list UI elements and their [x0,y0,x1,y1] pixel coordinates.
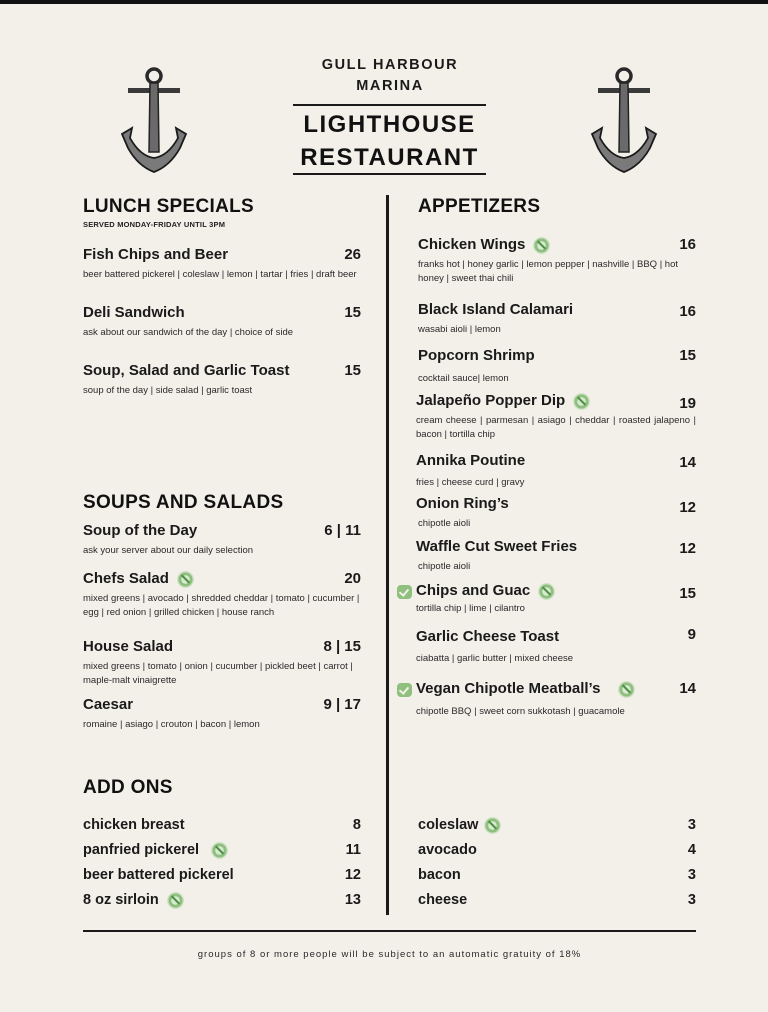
menu-item [83,245,361,282]
addon-item [418,815,696,835]
item-name: 8 oz sirloin [83,892,159,908]
item-price: 20 [344,570,361,587]
item-price: 9 | 17 [323,696,361,713]
item-name: Chefs Salad [83,570,169,587]
item-name: Annika Poutine [416,452,526,469]
item-name: avocado [418,842,477,858]
item-name: panfried pickerel [83,842,200,858]
item-name: beer battered pickerel [83,867,234,883]
item-name: Vegan Chipotle Meatball’s [416,680,601,697]
item-description: mixed greens | tomato | onion | cucumber | pickled beet | carrot | maple-malt vinaigrette [83,661,353,686]
item-price: 19 [679,395,696,412]
menu-item [83,569,361,619]
menu-item [83,695,361,732]
addon-item [83,890,361,910]
item-name: Jalapeño Popper Dip [416,392,566,409]
item-price: 6 | 11 [324,522,361,539]
item-description: franks hot | honey garlic | lemon pepper | nashville | BBQ | hot honey | sweet thai chili [418,259,679,284]
item-price: 4 [687,842,696,858]
venue-line-2: MARINA [356,78,424,94]
title-rule-bottom [293,173,486,175]
venue-line-1: GULL HARBOUR [321,57,459,73]
item-price: 15 [344,362,361,379]
gluten-free-icon [538,583,555,600]
item-description: ask your server about our daily selection [83,545,254,556]
item-name: coleslaw [418,817,479,833]
gratuity-note: groups of 8 or more people will be subject to an automatic gratuity of 18% [197,949,582,960]
menu-item [83,637,361,687]
item-description: wasabi aioli | lemon [418,324,501,335]
item-price: 12 [344,867,361,883]
title-rule-top [293,104,486,106]
column-divider [386,195,389,915]
item-price: 12 [679,540,696,557]
item-price: 9 [687,626,696,643]
gluten-free-icon [573,393,590,410]
item-price: 16 [679,303,696,320]
item-name: Black Island Calamari [418,301,574,318]
item-name: Fish Chips and Beer [83,246,229,263]
menu-item [83,303,361,340]
menu-item [416,391,696,441]
item-name: chicken breast [83,817,185,833]
item-price: 13 [344,892,361,908]
footer-divider [83,930,696,932]
item-description: ask about our sandwich of the day | choice of side [83,327,294,338]
item-price: 26 [344,246,361,263]
addon-item [83,865,361,885]
gluten-free-icon [177,571,194,588]
menu-item [416,581,696,616]
item-price: 15 [344,304,361,321]
item-price: 12 [679,499,696,516]
venue-name [300,55,480,97]
item-description: chipotle aioli [418,518,471,529]
item-price: 15 [679,585,696,602]
item-description: ciabatta | garlic butter | mixed cheese [416,653,574,664]
item-price: 3 [687,817,696,833]
item-name: Onion Ring’s [416,495,509,512]
item-price: 14 [679,454,696,471]
menu-item [416,627,696,666]
gluten-free-icon [618,681,635,698]
title-line-2: RESTAURANT [300,144,479,171]
item-name: Waffle Cut Sweet Fries [416,538,578,555]
addon-item [83,815,361,835]
item-price: 3 [687,867,696,883]
vegan-icon [397,683,412,697]
menu-item [416,679,696,719]
item-name: cheese [418,892,468,908]
section-title-soups-salads: SOUPS AND SALADS [83,492,284,513]
menu-item [83,521,361,558]
gluten-free-icon [211,842,228,859]
item-name: Chips and Guac [416,582,531,599]
anchor-icon [114,64,194,174]
gluten-free-icon [533,237,550,254]
item-name: Soup of the Day [83,522,198,539]
item-name: Soup, Salad and Garlic Toast [83,362,290,379]
addon-item [418,840,696,860]
item-price: 15 [679,347,696,364]
item-price: 16 [679,236,696,253]
addon-item [418,865,696,885]
menu-item [418,300,696,337]
item-name: Popcorn Shrimp [418,347,535,364]
item-name: Garlic Cheese Toast [416,628,560,645]
item-name: House Salad [83,638,174,655]
item-description: tortilla chip | lime | cilantro [416,603,525,614]
top-bar [0,0,768,4]
item-description: fries | cheese curd | gravy [416,477,525,488]
item-price: 8 | 15 [323,638,361,655]
gluten-free-icon [484,817,501,834]
menu-item [416,451,696,490]
item-name: bacon [418,867,461,883]
addon-item [83,840,361,860]
item-description: cocktail sauce| lemon [418,373,509,384]
item-name: Caesar [83,696,134,713]
item-description: mixed greens | avocado | shredded cheddar | tomato | cucumber | egg | red onion | grilled chicken | house ranch [83,593,360,618]
section-title-lunch-specials: LUNCH SPECIALS [83,196,254,217]
menu-item [418,346,696,386]
menu-item [83,361,361,398]
addon-item [418,890,696,910]
item-price: 11 [345,842,361,858]
lunch-specials-note: SERVED MONDAY-FRIDAY UNTIL 3PM [83,220,226,229]
item-description: beer battered pickerel | coleslaw | lemon | tartar | fries | draft beer [83,269,357,280]
item-price: 3 [687,892,696,908]
restaurant-title [293,108,486,174]
menu-item [418,235,696,285]
item-description: chipotle BBQ | sweet corn sukkotash | guacamole [416,706,625,717]
item-name: Deli Sandwich [83,304,185,321]
menu-item [416,494,696,531]
item-description: romaine | asiago | crouton | bacon | lemon [83,719,260,730]
item-description: cream cheese | parmesan | asiago | cheddar | roasted jalapeno | bacon | tortilla chip [416,415,696,440]
item-name: Chicken Wings [418,236,526,253]
vegan-icon [397,585,412,599]
item-description: soup of the day | side salad | garlic toast [83,385,253,396]
gluten-free-icon [167,892,184,909]
title-line-1: LIGHTHOUSE [303,111,476,138]
item-price: 8 [352,817,361,833]
item-price: 14 [679,680,696,697]
section-title-add-ons: ADD ONS [83,777,173,798]
section-title-appetizers: APPETIZERS [418,196,541,217]
anchor-icon [584,64,664,174]
item-description: chipotle aioli [418,561,471,572]
menu-item [416,537,696,574]
